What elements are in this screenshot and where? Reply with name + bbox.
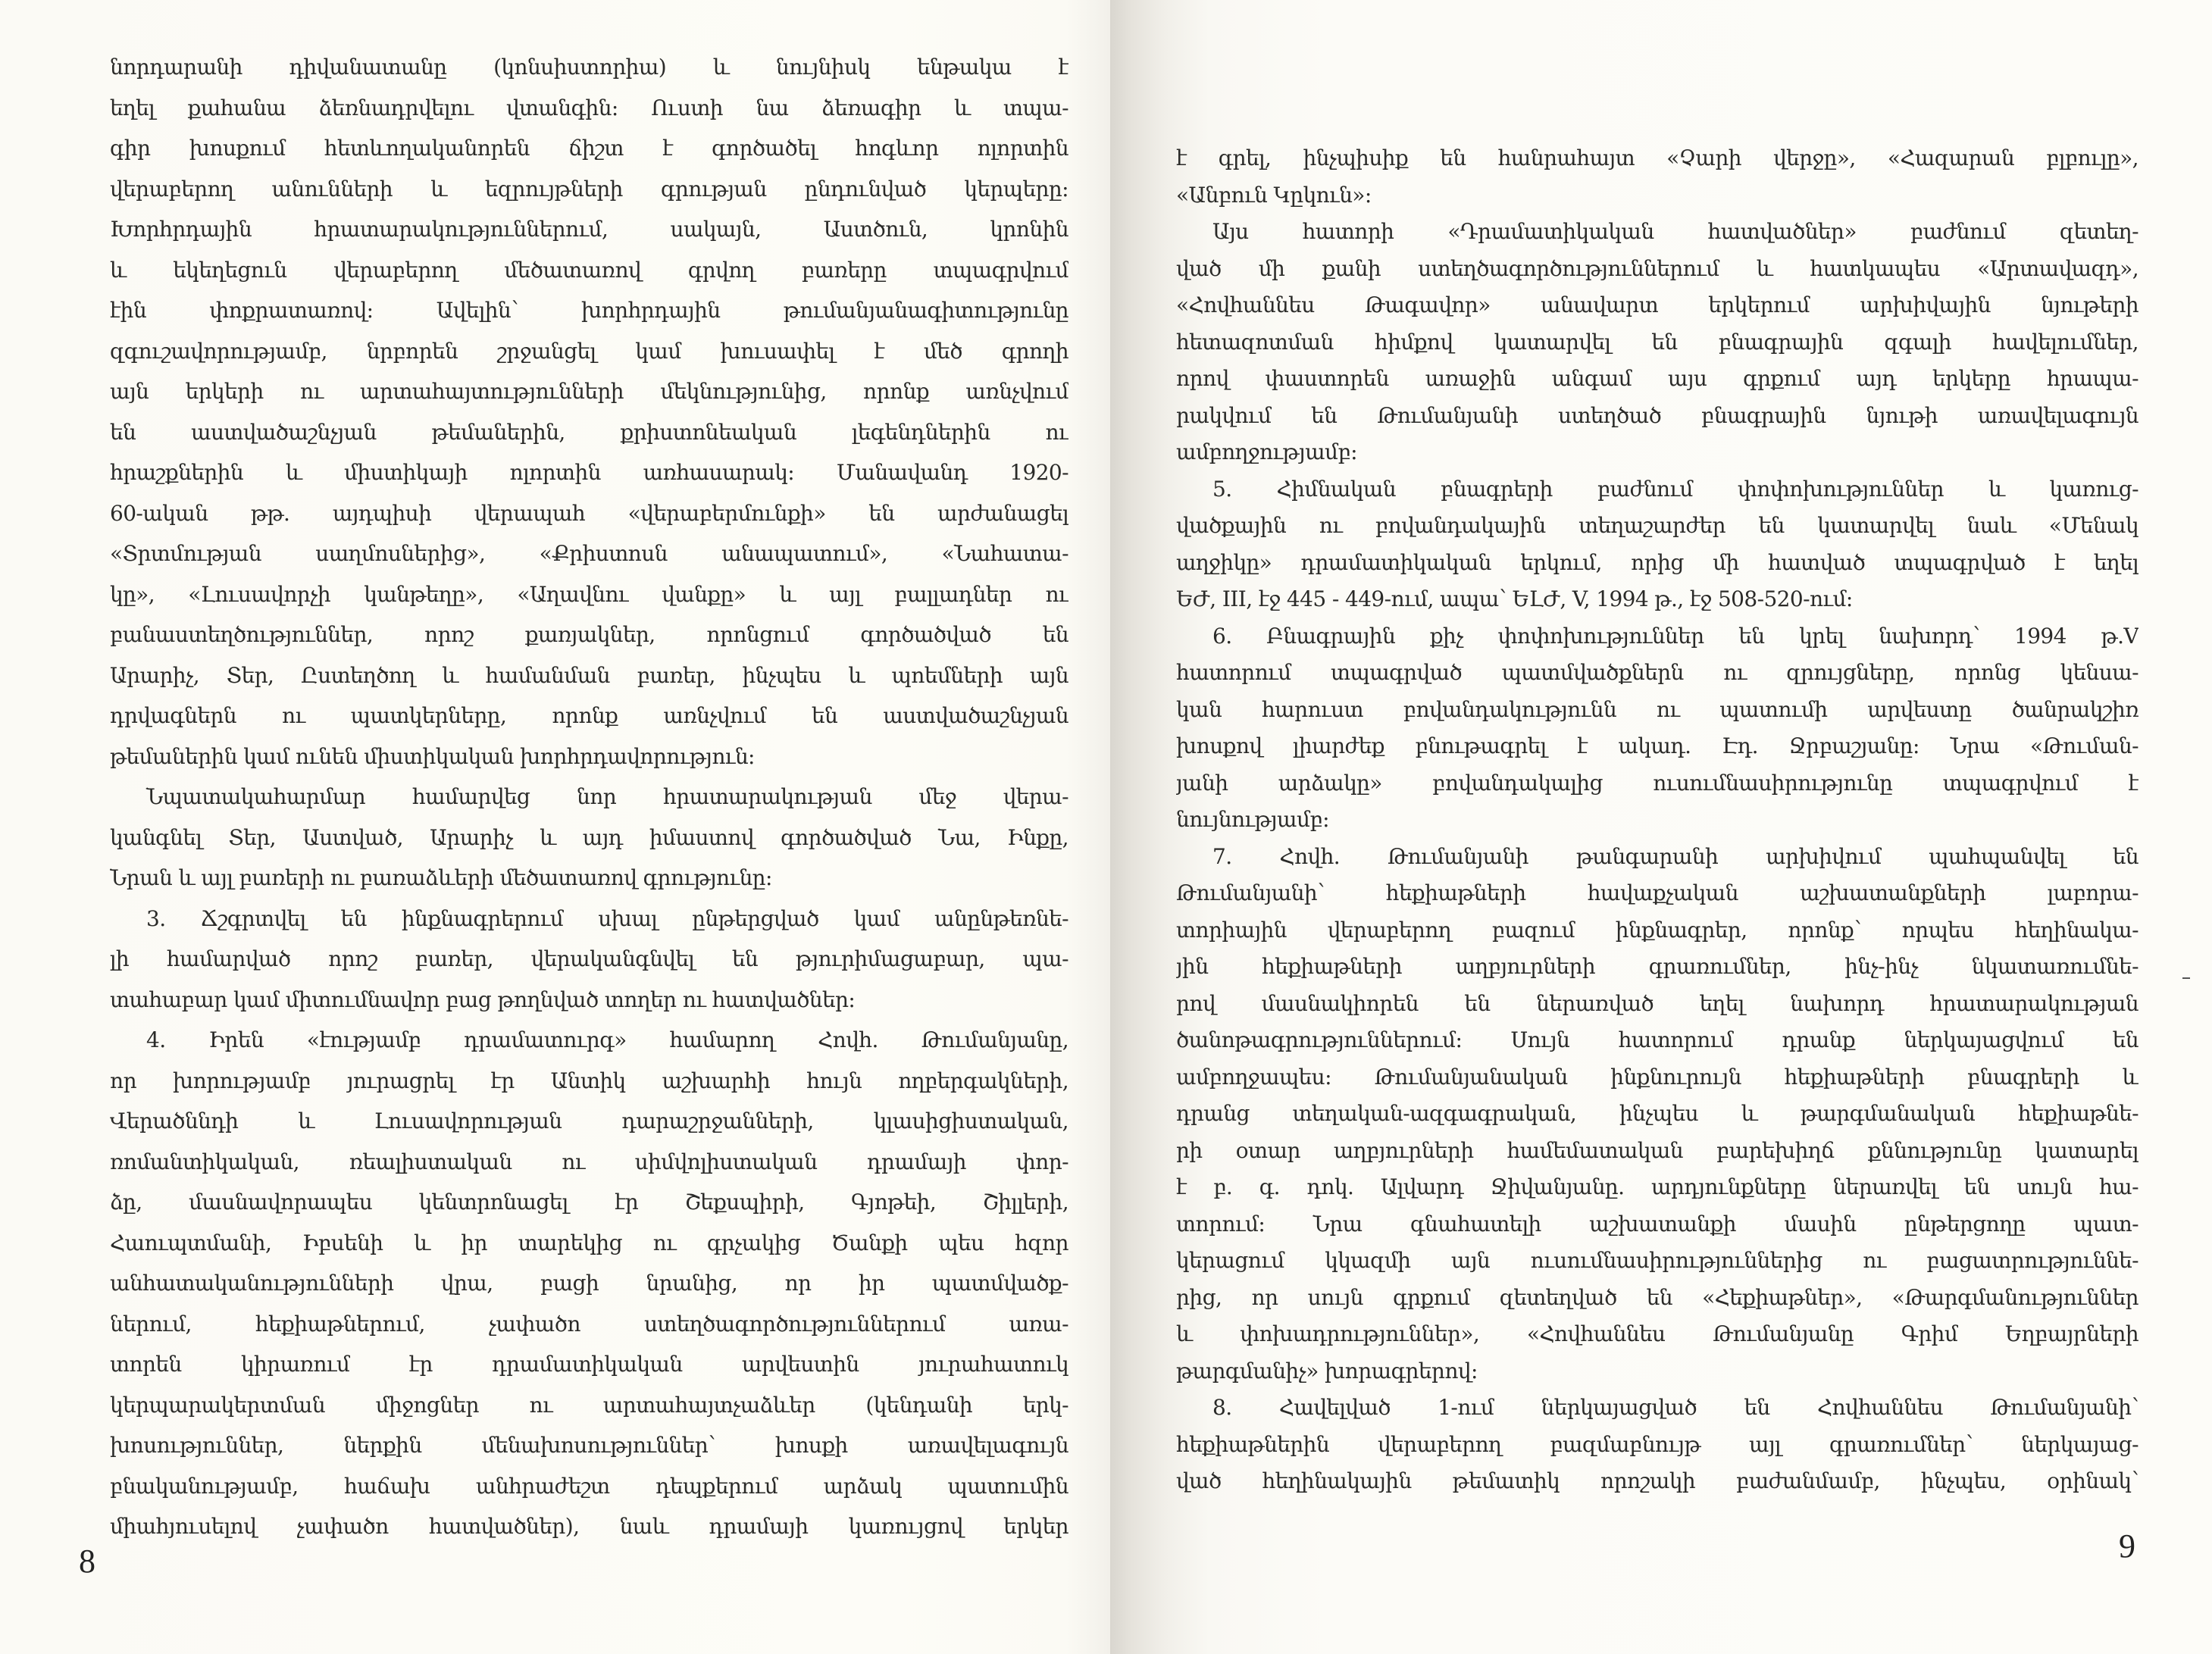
text-line: է բ. գ. դոկ. Ալվարդ Ջիվանյանը. արդյունքները ներառվել են սույն հա-: [1176, 1174, 2138, 1199]
text-line: 60-ական թթ. այդպիսի վերապահ «վերաբերմունքի» են արժանացել: [110, 500, 1068, 526]
page-number-right: 9: [2119, 1527, 2135, 1565]
text-line: 4. Իրեն «էությամբ դրամատուրգ» համարող Հովհ. Թումանյանը,: [146, 1027, 1068, 1052]
text-line: կը», «Լուսավորչի կանթեղը», «Աղավնու վանքը» և այլ բալլադներ ու: [110, 581, 1068, 607]
text-line: թարգմանիչ» խորագրերով:: [1176, 1358, 1478, 1384]
text-line: Նրան և այլ բառերի ու բառաձևերի մեծատառով գրությունը:: [110, 865, 772, 890]
text-line: րակվում են Թումանյանի ստեղծած բնագրային նյութի առավելագույն: [1176, 402, 2138, 428]
text-line: տորիային վերաբերող բազում ինքնագրեր, որոնք՝ որպես հեղինակա-: [1176, 917, 2138, 943]
right-page-text: [1176, 140, 2138, 1500]
text-line: այն երկերի ու արտահայտությունների մեկնությունից, որոնք առնչվում: [110, 379, 1068, 404]
text-line: Խորհրդային հրատարակություններում, սակայն, Աստծուն, կրոնին: [110, 217, 1068, 242]
text-line: կանգնել Տեր, Աստված, Արարիչ և այդ իմաստով գործածված Նա, Ինքը,: [110, 824, 1068, 850]
text-line: կերպարակերտման միջոցներ ու արտահայտչաձևեր (կենդանի երկ-: [110, 1392, 1068, 1418]
page-number-left: 8: [79, 1543, 95, 1580]
text-line: 8. Հավելված 1-ում ներկայացված են Հովհաննես Թումանյանի՝: [1212, 1395, 2138, 1420]
text-line: տահաբար կամ միտումնավոր բաց թողնված տողեր ու հատվածներ:: [110, 986, 856, 1012]
text-line: ռոմանտիկական, ռեալիստական ու սիմվոլիստական դրամայի փոր-: [110, 1149, 1068, 1174]
text-line: լի համարված որոշ բառեր, վերականգնվել են թյուրիմացաբար, պա-: [110, 946, 1068, 971]
text-line: րի օտար աղբյուրների համեմատական բարեխիղճ քննությունը կատարել: [1176, 1137, 2138, 1163]
text-line: աղջիկը» դրամատիկական երկում, որից մի հատված տպագրված է եղել: [1176, 549, 2138, 575]
text-line: դրանց տեղական-ազգագրական, ինչպես և թարգմանական հեքիաթնե-: [1176, 1101, 2138, 1126]
text-line: կերացում կկազմի այն ուսումնասիրություններից ու բացատրություննե-: [1176, 1248, 2138, 1273]
text-line: Թումանյանի՝ հեքիաթների հավաքչական աշխատանքների լաբորա-: [1176, 880, 2138, 905]
text-line: և եկեղեցուն վերաբերող մեծատառով գրվող բառերը տպագրվում: [110, 257, 1068, 283]
text-line: ամբողջությամբ:: [1176, 439, 1358, 464]
text-line: վերաբերող անունների և եզրույթների գրության ընդունված կերպերը:: [110, 176, 1068, 202]
text-line: միահյուսելով չափածո հատվածներ), նաև դրամայի կառույցով երկեր: [110, 1514, 1068, 1539]
text-line: անհատականությունների վրա, բացի նրանից, որ իր պատմվածք-: [110, 1271, 1068, 1296]
text-line: Այս հատորի «Դրամատիկական հատվածներ» բաժնում զետեղ-: [1212, 219, 2138, 244]
text-line: Նպատակահարմար համարվեց նոր հրատարակության մեջ վերա-: [146, 784, 1068, 809]
text-line: յին հեքիաթների աղբյուրների գրառումներ, ինչ-ինչ նկատառումնե-: [1176, 954, 2138, 979]
text-line: ծանոթագրություններում: Սույն հատորում դրանք ներկայացվում են: [1176, 1027, 2138, 1052]
text-line: 7. Հովհ. Թումանյանի թանգարանի արխիվում պահպանվել են: [1212, 843, 2138, 869]
text-line: հետազոտման հիմքով կատարվել են բնագրային զգալի հավելումներ,: [1176, 329, 2138, 355]
text-line: նորդարանի դիվանատանը (կոնսիստորիա) և նույնիսկ ենթակա է: [110, 55, 1068, 80]
text-line: որով փաստորեն առաջին անգամ այս գրքում այդ երկերը հրապա-: [1176, 366, 2138, 391]
text-line: որ խորությամբ յուրացրել էր Անտիկ աշխարհի հույն ողբերգակների,: [110, 1068, 1068, 1093]
text-line: րով մասնակիորեն են ներառված եղել նախորդ հրատարակության: [1176, 990, 2138, 1016]
text-line: է գրել, ինչպիսիք են հանրահայտ «Չարի վերջը», «Հազարան բլբուլը»,: [1176, 145, 2138, 170]
text-line: բանաստեղծություններ, որոշ քառյակներ, որոնցում գործածված են: [110, 622, 1068, 647]
text-line: հատորում տպագրված պատմվածքներն ու զրույցները, որոնց կենսա-: [1176, 660, 2138, 685]
text-line: դրվագներն ու պատկերները, որոնք առնչվում են աստվածաշնչյան: [110, 703, 1068, 728]
text-line: զգուշավորությամբ, նրբորեն շրջանցել կամ խուսափել է մեծ գրողի: [110, 338, 1068, 364]
text-line: Վերածննդի և Լուսավորության դարաշրջանների, կլասիցիստական,: [110, 1108, 1068, 1133]
text-line: «Անբուն Կըկուն»:: [1176, 182, 1372, 208]
text-line: ներում, հեքիաթներում, չափածո ստեղծագործություններում առա-: [110, 1311, 1068, 1337]
text-line: րից, որ սույն գրքում զետեղված են «Հեքիաթներ», «Թարգմանություններ: [1176, 1284, 2138, 1310]
text-line: են աստվածաշնչյան թեմաներին, քրիստոնեական լեգենդներին ու: [110, 419, 1068, 445]
text-line: Հաուպտմանի, Իբսենի և իր տարեկից ու գրչակից Ծանքի պես հզոր: [110, 1230, 1068, 1255]
text-line: կան հարուստ բովանդակությունն ու պատումի արվեստը ծանրակշիռ: [1176, 696, 2138, 722]
text-line: ամբողջապես: Թումանյանական ինքնուրույն հեքիաթների բնագրերի և: [1176, 1064, 2138, 1090]
text-line: տորում: Նրա գնահատելի աշխատանքի մասին ընթերցողը պատ-: [1176, 1211, 2138, 1237]
text-line: հրաշքներին և միստիկայի ոլորտին առհասարակ: Մանավանդ 1920-: [110, 460, 1068, 485]
text-line: թեմաներին կամ ունեն միստիկական խորհրդավորություն:: [110, 743, 755, 769]
text-line: 6. Բնագրային քիչ փոփոխություններ են կրել նախորդ՝ 1994 թ.V: [1212, 623, 2138, 649]
text-line: Արարիչ, Տեր, Ըստեղծող և համանման բառեր, ինչպես և պոեմների այն: [110, 662, 1068, 688]
text-line: 5. Հիմնական բնագրերի բաժնում փոփոխություններ և կառուց-: [1212, 476, 2138, 502]
text-line: եղել քահանա ձեռնադրվելու վտանգին: Ուստի նա ձեռագիր և տպա-: [110, 95, 1068, 120]
text-line: ձը, մասնավորապես կենտրոնացել էր Շեքսպիրի, Գյոթեի, Շիլլերի,: [110, 1190, 1068, 1215]
text-line: հեքիաթներին վերաբերող բազմաբնույթ այլ գրառումներ՝ ներկայաց-: [1176, 1431, 2138, 1457]
text-line: 3. Ճշգրտվել են ինքնագրերում սխալ ընթերցված կամ անընթեռնե-: [146, 905, 1068, 931]
text-line: ված հեղինակային թեմատիկ որոշակի բաժանմամբ, ինչպես, օրինակ՝: [1176, 1468, 2138, 1493]
text-line: էին փոքրատառով: Ավելին՝ խորհրդային թումանյանագիտությունը: [110, 298, 1068, 323]
text-line: ված մի քանի ստեղծագործություններում և հատկապես «Արտավազդ»,: [1176, 255, 2138, 281]
text-line: բնականությամբ, հաճախ անհրաժեշտ դեպքերում արձակ պատումին: [110, 1473, 1068, 1499]
text-line: նույնությամբ:: [1176, 807, 1329, 832]
text-line: տորեն կիրառում էր դրամատիկական արվեստին յուրահատուկ: [110, 1352, 1068, 1377]
text-line: գիր խոսքում հետևողականորեն ճիշտ է գործածել հոգևոր ոլորտին: [110, 136, 1068, 161]
margin-mark: [2182, 977, 2190, 979]
left-page-text: [110, 47, 1068, 1547]
text-line: յանի արձակը» բովանդակալից ուսումնասիրությունը տպագրվում է: [1176, 770, 2138, 796]
text-line: և փոխադրություններ», «Հովհաննես Թումանյանը Գրիմ Եղբայրների: [1176, 1321, 2138, 1346]
text-line: ԵԺ, III, էջ 445 - 449-ում, ապա՝ ԵԼԺ, V, 1994 թ., էջ 508-520-ում:: [1176, 586, 1853, 611]
text-line: վածքային ու բովանդակային տեղաշարժեր են կատարվել նաև «Մենակ: [1176, 513, 2138, 538]
text-line: խոսություններ, ներքին մենախոսություններ՝ խոսքի առավելագույն: [110, 1433, 1068, 1458]
text-line: «Տրտմության սաղմոսներից», «Քրիստոսն անապատում», «Նահատա-: [110, 541, 1068, 566]
text-line: «Հովհաննես Թագավոր» անավարտ երկերում արխիվային նյութերի: [1176, 292, 2138, 317]
text-line: խոսքով լիարժեք բնութագրել է ակադ. Էդ. Ջրբաշյանը: Նրա «Թուման-: [1176, 733, 2138, 758]
